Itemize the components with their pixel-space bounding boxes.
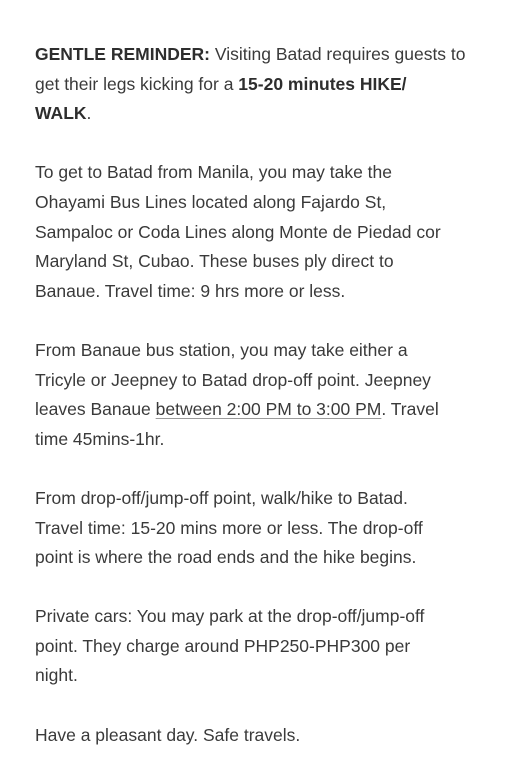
text-line [35, 395, 505, 425]
text-segment: leaves Banaue [35, 399, 156, 420]
schedule-link[interactable]: between 2:00 PM to 3:00 PM [155, 399, 382, 420]
hike-duration-emphasis: WALK [35, 103, 87, 124]
reminder-text: . [86, 103, 92, 124]
manila-directions-paragraph [35, 158, 505, 306]
reminder-text: get their legs kicking for a [35, 73, 239, 94]
closing-paragraph [35, 721, 505, 751]
text-line: From Banaue bus station, you may take either a [35, 339, 408, 360]
text-line: To get to Batad from Manila, you may take the [35, 162, 392, 183]
hike-directions-paragraph [35, 484, 505, 573]
text-line: Maryland St, Cubao. These buses ply direct to [35, 251, 394, 272]
text-line: point. They charge around PHP250-PHP300 per [35, 635, 411, 656]
text-segment: . Travel [381, 399, 439, 420]
text-line: Banaue. Travel time: 9 hrs more or less. [35, 280, 346, 301]
reminder-line [35, 40, 505, 70]
banaue-directions-paragraph [35, 336, 505, 454]
reminder-label: GENTLE REMINDER: [35, 44, 210, 64]
parking-paragraph [35, 602, 505, 691]
text-line: point is where the road ends and the hike begins. [35, 547, 417, 568]
reminder-line [35, 70, 505, 100]
text-line: Tricyle or Jeepney to Batad drop-off point. Jeepney [35, 369, 431, 390]
text-line: Sampaloc or Coda Lines along Monte de Piedad cor [35, 221, 441, 242]
text-line: Private cars: You may park at the drop-off/jump-off [35, 606, 425, 627]
text-line: From drop-off/jump-off point, walk/hike to Batad. [35, 487, 408, 508]
reminder-line [35, 99, 505, 129]
hike-duration-emphasis: 15-20 minutes HIKE/ [238, 73, 407, 94]
text-line: time 45mins-1hr. [35, 428, 165, 449]
text-line: Ohayami Bus Lines located along Fajardo St, [35, 191, 387, 212]
reminder-paragraph [35, 40, 505, 129]
reminder-text: Visiting Batad requires guests to [210, 44, 466, 64]
text-line: Travel time: 15-20 mins more or less. The drop-off [35, 517, 423, 538]
text-line: Have a pleasant day. Safe travels. [35, 724, 301, 745]
message-body [35, 40, 505, 780]
text-line: night. [35, 665, 78, 686]
